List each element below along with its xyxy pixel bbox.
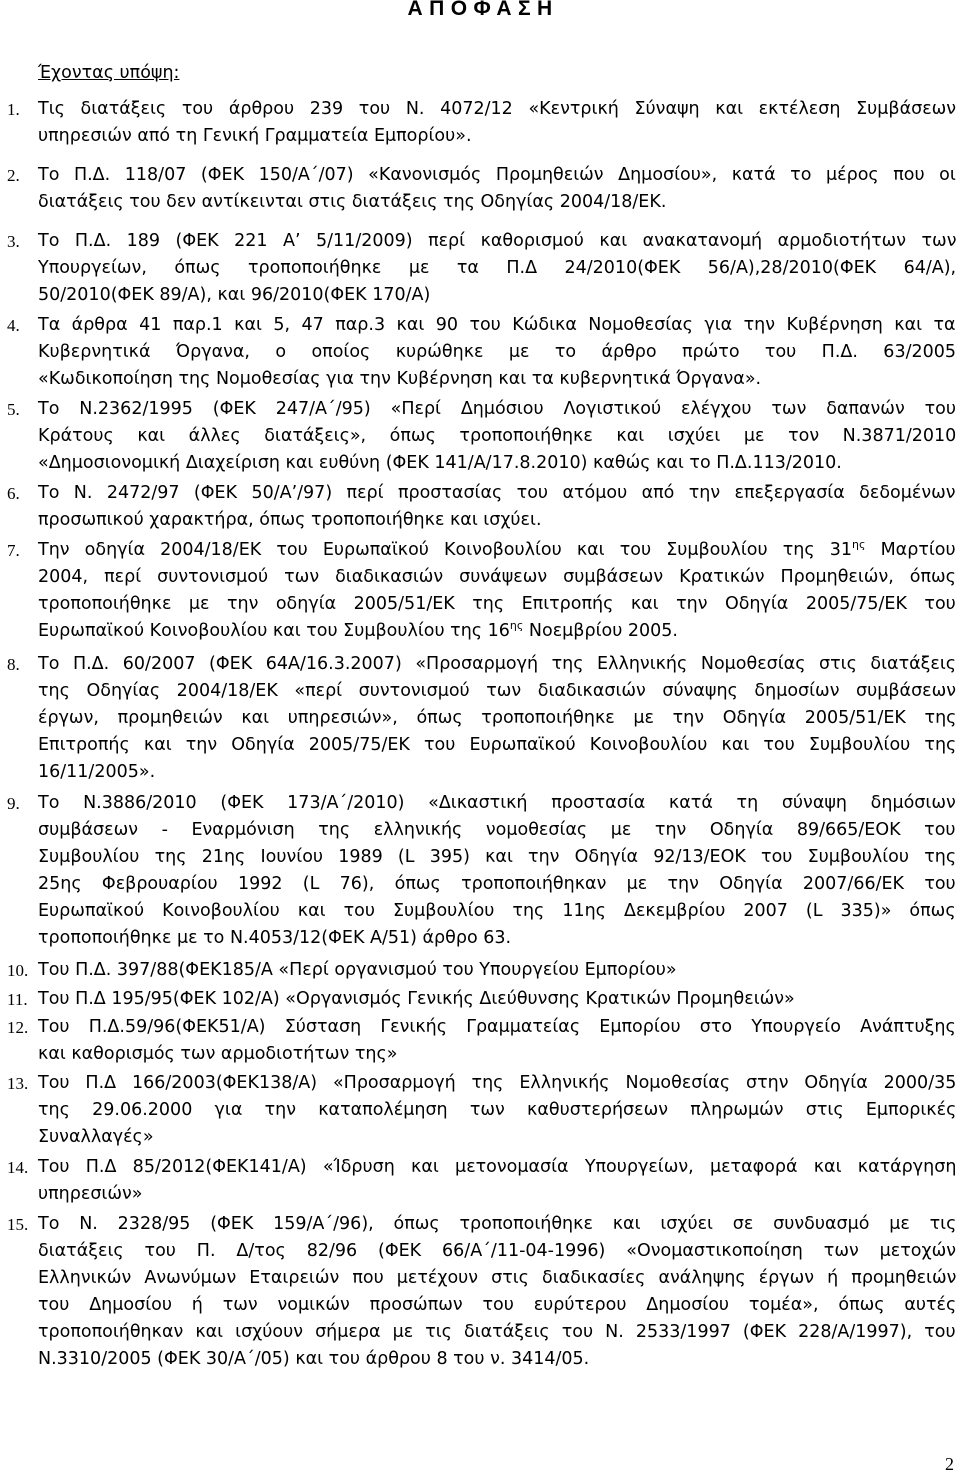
text-line: Του Π.Δ. 397/88(ΦΕΚ185/Α «Περί οργανισμού του Υπουργείου Εμπορίου» bbox=[38, 960, 677, 980]
list-item-number: 6. bbox=[7, 484, 20, 503]
text-line: διατάξεις του Π. Δ/τος 82/96 (ΦΕΚ 66/Α΄/11-04-1996) «Ονομαστικοποίηση των μετοχών bbox=[38, 1241, 957, 1261]
list-item-text bbox=[38, 986, 958, 1013]
text-line: της 29.06.2000 για την καταπολέμηση των καθυστερήσεων πληρωμών στις Εμπορικές bbox=[38, 1100, 957, 1120]
text-line: Ελληνικών Ανωνύμων Εταιρειών που μετέχουν στις διαδικασίες ανάληψης έργων ή προμηθειών bbox=[38, 1268, 957, 1288]
list-item-number: 14. bbox=[7, 1158, 29, 1177]
text-line: Το Π.Δ. 118/07 (ΦΕΚ 150/Α΄/07) «Κανονισμός Προμηθειών Δημοσίου», κατά το μέρος που οι bbox=[38, 165, 956, 185]
text-line: Ευρωπαϊκού Κοινοβουλίου και του Συμβουλίου της $16^{\eta\varsigma}$ Νοεμβρίου 2005. bbox=[38, 619, 678, 641]
list-item-text bbox=[38, 228, 958, 309]
text-line: Κυβερνητικά Όργανα, ο οποίος κυρώθηκε με το άρθρο πρώτο του Π.Δ. 63/2005 bbox=[38, 342, 957, 362]
list-item-text bbox=[38, 1211, 958, 1373]
list-item-text bbox=[38, 96, 958, 150]
list-item-text bbox=[38, 312, 958, 393]
text-line: διατάξεις του δεν αντίκεινται στις διατάξεις της Οδηγίας 2004/18/ΕΚ. bbox=[38, 192, 667, 212]
list-item-text bbox=[38, 651, 958, 786]
text-line: Του Π.Δ.59/96(ΦΕΚ51/Α) Σύσταση Γενικής Γραμματείας Εμπορίου στο Υπουργείο Ανάπτυξης bbox=[38, 1017, 956, 1037]
list-item-number: 4. bbox=[7, 316, 20, 335]
text-line: Το Π.Δ. 60/2007 (ΦΕΚ 64Α/16.3.2007) «Προσαρμογή της Ελληνικής Νομοθεσίας στις διατάξεις bbox=[38, 654, 957, 674]
text-line: Υπουργείων, όπως τροποποιήθηκε με τα Π.Δ 24/2010(ΦΕΚ 56/Α),28/2010(ΦΕΚ 64/Α), bbox=[38, 258, 957, 278]
text-line: Το Ν.2362/1995 (ΦΕΚ 247/Α΄/95) «Περί Δημόσιου Λογιστικού ελέγχου των δαπανών του bbox=[38, 399, 956, 419]
list-item-number: 12. bbox=[7, 1018, 29, 1037]
text-line: Επιτροπής και την Οδηγία 2005/75/ΕΚ του Ευρωπαϊκού Κοινοβουλίου και του Συμβουλίου της bbox=[38, 735, 957, 755]
list-item-text bbox=[38, 396, 958, 477]
text-line: Συμβουλίου της 21ης Ιουνίου 1989 (L 395) και την Οδηγία 92/13/ΕΟΚ του Συμβουλίου της bbox=[38, 847, 957, 867]
text-line: «Δημοσιονομική Διαχείριση και ευθύνη (ΦΕΚ 141/Α/17.8.2010) καθώς και το Π.Δ.113/2010. bbox=[38, 453, 842, 473]
text-line: «Κωδικοποίηση της Νομοθεσίας για την Κυβέρνηση και τα κυβερνητικά Όργανα». bbox=[38, 369, 762, 389]
list-item-number: 13. bbox=[7, 1074, 29, 1093]
text-line: Ν.3310/2005 (ΦΕΚ 30/Α΄/05) και του άρθρου 8 του ν. 3414/05. bbox=[38, 1349, 590, 1369]
page-title: Α Π Ο Φ Α Σ Η bbox=[407, 0, 553, 20]
text-line: του Δημοσίου ή των νομικών προσώπων του ευρύτερου Δημοσίου τομέα», όπως αυτές bbox=[38, 1295, 957, 1315]
list-item-number: 2. bbox=[7, 166, 20, 185]
text-line: Συναλλαγές» bbox=[38, 1127, 154, 1147]
text-line: υπηρεσιών» bbox=[38, 1184, 143, 1204]
text-line: Το Π.Δ. 189 (ΦΕΚ 221 Α’ 5/11/2009) περί καθορισμού και ανακατανομή αρμοδιοτήτων των bbox=[38, 231, 957, 251]
list-item-number: 11. bbox=[7, 990, 28, 1009]
list-item-text bbox=[38, 957, 958, 984]
list-item-text bbox=[38, 537, 958, 645]
list-item-text bbox=[38, 1014, 958, 1068]
list-item-text bbox=[38, 480, 958, 534]
text-line: Το Ν. 2472/97 (ΦΕΚ 50/Α’/97) περί προστασίας του ατόμου από την επεξεργασία δεδομένων bbox=[38, 483, 956, 503]
text-line: και καθορισμός των αρμοδιοτήτων της» bbox=[38, 1044, 398, 1064]
text-line: Το Ν.3886/2010 (ΦΕΚ 173/Α΄/2010) «Δικαστική προστασία κατά τη σύναψη δημόσιων bbox=[38, 793, 956, 813]
text-line: Του Π.Δ 166/2003(ΦΕΚ138/Α) «Προσαρμογή της Ελληνικής Νομοθεσίας στην Οδηγία 2000/35 bbox=[38, 1073, 957, 1093]
text-line: συμβάσεων - Εναρμόνιση της ελληνικής νομοθεσίας με την Οδηγία 89/665/ΕΟΚ του bbox=[38, 820, 956, 840]
list-item-number: 7. bbox=[7, 541, 20, 560]
list-item-number: 1. bbox=[7, 100, 20, 119]
text-line: τροποποιήθηκε με το Ν.4053/12(ΦΕΚ Α/51) άρθρο 63. bbox=[38, 928, 512, 948]
text-line: υπηρεσιών από τη Γενική Γραμματεία Εμπορίου». bbox=[38, 126, 472, 146]
text-line: Κράτους και άλλες διατάξεις», όπως τροποποιήθηκε και ισχύει με τον Ν.3871/2010 bbox=[38, 426, 957, 446]
text-line: 50/2010(ΦΕΚ 89/Α), και 96/2010(ΦΕΚ 170/Α) bbox=[38, 285, 431, 305]
list-item-number: 5. bbox=[7, 400, 20, 419]
text-line: Του Π.Δ 195/95(ΦΕΚ 102/Α) «Οργανισμός Γενικής Διεύθυνσης Κρατικών Προμηθειών» bbox=[38, 989, 795, 1009]
list-item-number: 15. bbox=[7, 1215, 29, 1234]
list-item-text bbox=[38, 162, 958, 216]
list-item-text bbox=[38, 1154, 958, 1208]
text-line: της Οδηγίας 2004/18/ΕΚ «περί συντονισμού των διαδικασιών σύναψης δημοσίων συμβάσεων bbox=[38, 681, 957, 701]
text-line: Τις διατάξεις του άρθρου 239 του Ν. 4072/12 «Κεντρική Σύναψη και εκτέλεση Συμβάσεων bbox=[38, 99, 957, 119]
list-item-text bbox=[38, 1070, 958, 1151]
list-item-number: 8. bbox=[7, 655, 20, 674]
text-line: Ευρωπαϊκού Κοινοβουλίου και του Συμβουλίου της 11ης Δεκεμβρίου 2007 (L 335)» όπως bbox=[38, 901, 956, 921]
text-line: προσωπικού χαρακτήρα, όπως τροποποιήθηκε και ισχύει. bbox=[38, 510, 542, 530]
text-line: έργων, προμηθειών και υπηρεσιών», όπως τροποποιήθηκε με την Οδηγία 2005/51/ΕΚ της bbox=[38, 708, 957, 728]
list-item-number: 3. bbox=[7, 232, 20, 251]
text-line: Τα άρθρα 41 παρ.1 και 5, 47 παρ.3 και 90 του Κώδικα Νομοθεσίας για την Κυβέρνηση και τα bbox=[38, 315, 956, 335]
text-line: τροποποιήθηκε με την οδηγία 2005/51/ΕΚ της Επιτροπής και την Οδηγία 2005/75/ΕΚ του bbox=[38, 594, 956, 614]
text-line: 16/11/2005». bbox=[38, 762, 156, 782]
text-line: 2004, περί συντονισμού των διαδικασιών συνάψεων συμβάσεων Κρατικών Προμηθειών, όπως bbox=[38, 567, 956, 587]
text-line: Την οδηγία 2004/18/ΕΚ του Ευρωπαϊκού Κοινοβουλίου και του Συμβουλίου της $31^{\eta\varsigma}$ Μαρτίου bbox=[38, 538, 956, 560]
list-item-number: 9. bbox=[7, 794, 20, 813]
page-number: 2 bbox=[945, 1454, 954, 1474]
text-line: 25ης Φεβρουαρίου 1992 (L 76), όπως τροποποιήθηκαν με την Οδηγία 2007/66/ΕΚ του bbox=[38, 874, 956, 894]
list-item-number: 10. bbox=[7, 961, 29, 980]
text-line: Του Π.Δ 85/2012(ΦΕΚ141/Α) «Ίδρυση και μετονομασία Υπουργείων, μεταφορά και κατάργηση bbox=[38, 1157, 957, 1177]
list-item-text bbox=[38, 790, 958, 952]
text-line: τροποποιήθηκαν και ισχύουν σήμερα με τις διατάξεις του Ν. 2533/1997 (ΦΕΚ 228/Α/1997), του bbox=[38, 1322, 956, 1342]
considering-heading: Έχοντας υπόψη: bbox=[38, 63, 180, 83]
text-line: Το Ν. 2328/95 (ΦΕΚ 159/Α΄/96), όπως τροποποιήθηκε και ισχύει σε συνδυασμό με τις bbox=[38, 1214, 957, 1234]
